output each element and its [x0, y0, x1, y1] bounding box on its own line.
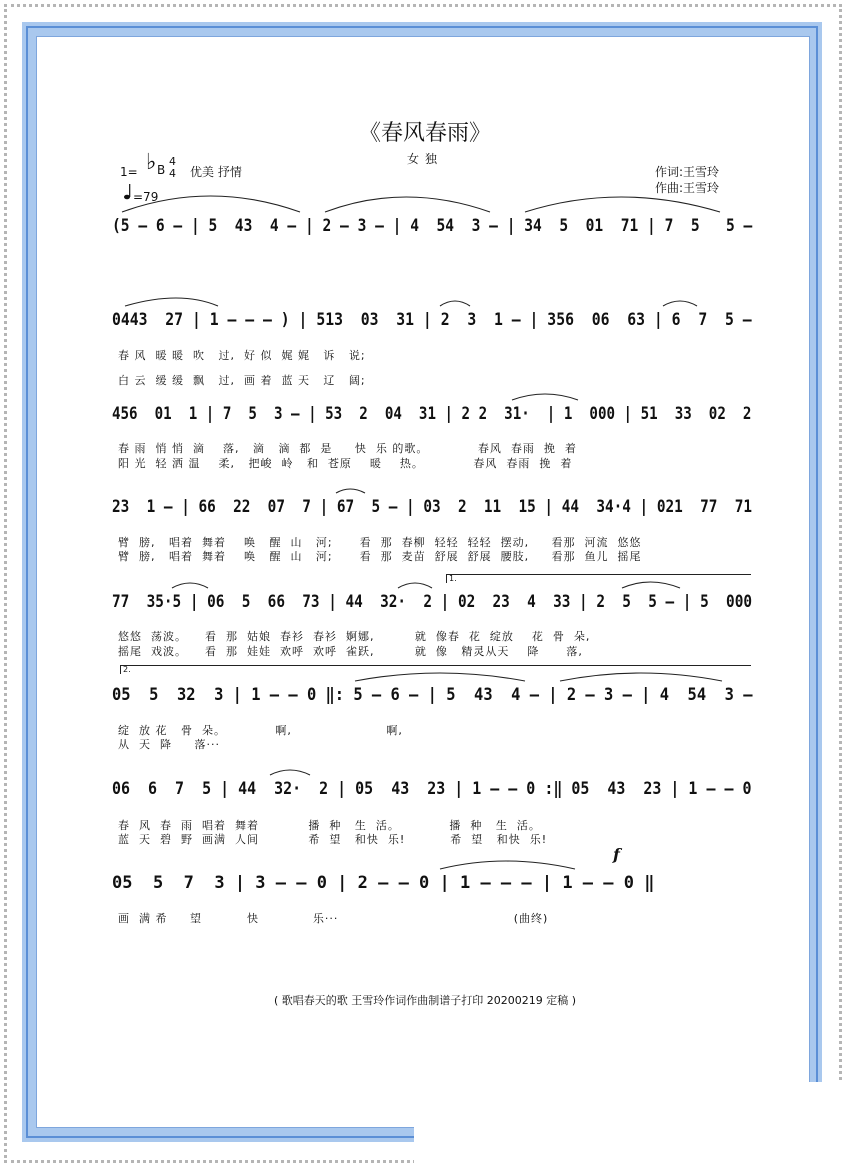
volta-1-label: 1. [449, 574, 457, 583]
slur-row2-a [125, 298, 218, 306]
dynamic-forte: f [613, 845, 620, 864]
song-title: 《春风春雨》 [358, 121, 491, 146]
slur-row5-b [398, 583, 432, 588]
notation: 456 01 1 | 7 5 3 – | 53 2 04 31 | 2 2 31· | 1 000 | 51 33 02 2 [112, 404, 752, 424]
tempo-marking: =79 [133, 190, 159, 204]
time-bottom: 4 [169, 167, 176, 180]
slur-row3-a [512, 394, 578, 400]
slur-row6-a [355, 673, 525, 681]
footer-note: ( 歌唱春天的歌 王雪玲作词作曲制谱子打印 20200219 定稿 ) [273, 994, 577, 1007]
notation: 06 6 7 5 | 44 32· 2 | 05 43 23 | 1 – – 0 :‖ 05 43 23 | 1 – – 0 [112, 779, 752, 799]
slur-row1-c [525, 197, 720, 212]
volta-2-label: 2. [123, 665, 131, 674]
lyric-line: 臂 膀, 唱着 舞着 唤 醒 山 河; 看 那 春柳 轻轻 轻轻 摆动, 看那 河流 悠悠 [118, 536, 642, 549]
notation: 05 5 7 3 | 3 – – 0 | 2 – – 0 | 1 – – – | 1 – – 0 ‖ [112, 873, 655, 893]
lyric-line: 蓝 天 碧 野 画满 人间 希 望 和快 乐! 希 望 和快 乐! [118, 833, 548, 846]
lyric-line: 从 天 降 落··· [118, 738, 220, 751]
key-prefix: 1= [120, 165, 138, 179]
style-marking: 优美 抒情 [190, 165, 242, 179]
slur-row1-a [122, 196, 300, 212]
slur-row7-a [270, 770, 310, 775]
flat-sign: ♭ [146, 150, 157, 175]
lyric-line: 春 风 暖 暖 吹 过, 好 似 娓 娓 诉 说; [118, 349, 366, 362]
song-subtitle: 女独 [406, 152, 443, 166]
time-top: 4 [169, 155, 176, 168]
lyric-line: 臂 膀, 唱着 舞着 唤 醒 山 河; 看 那 麦苗 舒展 舒展 腰肢, 看那 鱼儿 摇尾 [118, 550, 642, 563]
slur-row6-b [560, 673, 722, 681]
lyric-line: 春 雨 悄 悄 滴 落, 滴 滴 都 是 快 乐 的歌。 春风 春雨 挽 着 [118, 442, 577, 455]
slur-row5-a [172, 583, 208, 588]
slur-row2-c [663, 301, 697, 306]
lyric-line: 绽 放 花 骨 朵。 啊, 啊, [118, 724, 403, 737]
slur-row8-a [440, 861, 575, 869]
lyric-line: 画 满 希 望 快 乐··· (曲终) [118, 912, 549, 925]
notation: (5 – 6 – | 5 43 4 – | 2 – 3 – | 4 54 3 – | 34 5 01 71 | 7 5 5 – [112, 216, 753, 236]
slur-row5-c [622, 582, 680, 588]
composer: 作曲:王雪玲 [655, 181, 720, 195]
notation: 0443 27 | 1 – – – ) | 513 03 31 | 2 3 1 – | 356 06 63 | 6 7 5 – [112, 310, 752, 330]
notation: 05 5 32 3 | 1 – – 0 ‖: 5 – 6 – | 5 43 4 – | 2 – 3 – | 4 54 3 – [112, 685, 753, 705]
lyric-line: 春 风 春 雨 唱着 舞着 播 种 生 活。 播 种 生 活。 [118, 819, 541, 832]
key-letter: B [157, 163, 166, 177]
slur-row4-a [336, 489, 365, 493]
lyric-line: 阳 光 轻 洒 温 柔, 把峻 岭 和 苍原 暖 热。 春风 春雨 挽 着 [118, 457, 573, 470]
lyric-line: 摇尾 戏波。 看 那 娃娃 欢呼 欢呼 雀跃, 就 像 精灵从天 降 落, [118, 645, 583, 658]
slur-row1-b [325, 197, 490, 212]
lyricist: 作词:王雪玲 [655, 165, 720, 179]
notation: 77 35·5 | 06 5 66 73 | 44 32· 2 | 02 23 4 33 | 2 5 5 – | 5 000 [112, 592, 752, 612]
notation: 23 1 – | 66 22 07 7 | 67 5 – | 03 2 11 15 | 44 34·4 | 021 77 71 [112, 497, 752, 517]
lyric-line: 悠悠 荡波。 看 那 姑娘 春衫 春衫 婀娜, 就 像春 花 绽放 花 骨 朵, [118, 630, 591, 643]
slur-row2-b [440, 301, 470, 306]
lyric-line: 白 云 缓 缓 飘 过, 画 着 蓝 天 辽 阔; [118, 374, 366, 387]
